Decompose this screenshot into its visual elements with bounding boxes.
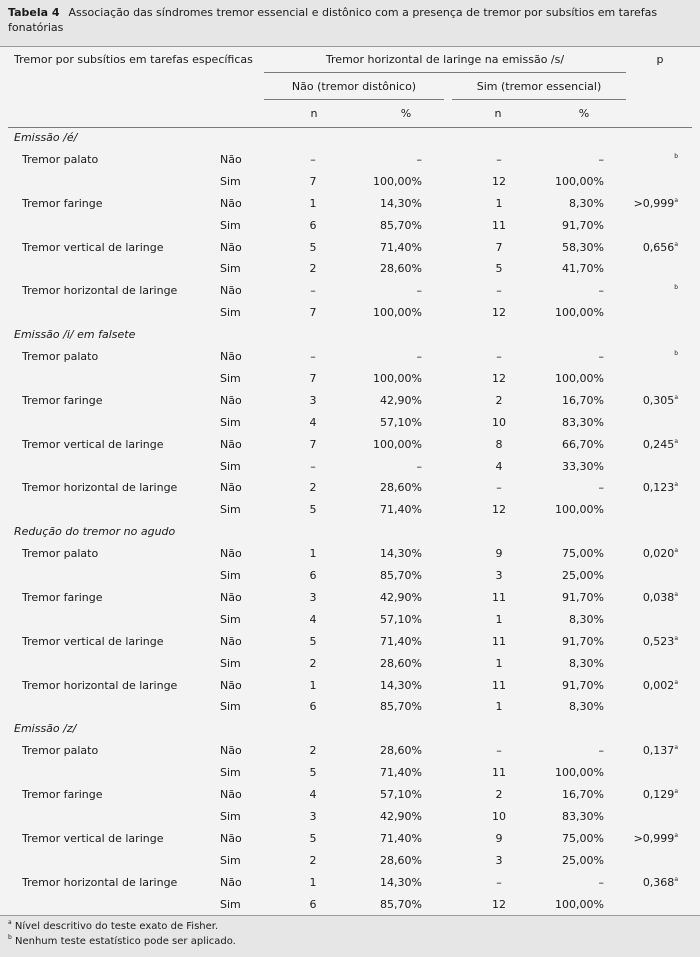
p-value-note-mark: a <box>674 438 678 445</box>
percent-cell: 57,10% <box>380 788 422 801</box>
response-label: Não <box>220 547 242 560</box>
header-group-column: Tremor horizontal de laringe na emissão /s/ <box>325 53 565 66</box>
p-value <box>610 591 678 605</box>
p-value-note-mark: a <box>674 832 678 839</box>
p-value-text: 0,305 <box>642 394 675 407</box>
p-value-note-mark: b <box>674 350 678 357</box>
percent-cell: – <box>598 876 604 889</box>
percent-cell: 42,90% <box>380 394 422 407</box>
count-cell: 12 <box>492 898 506 911</box>
response-label: Sim <box>220 766 241 779</box>
percent-cell: 28,60% <box>380 481 422 494</box>
response-label: Sim <box>220 219 241 232</box>
p-value-text: 0,038 <box>642 591 675 604</box>
item-name: Tremor vertical de laringe <box>22 241 164 254</box>
p-value-text: 0,129 <box>642 788 675 801</box>
count-cell: 5 <box>495 262 503 275</box>
p-value-note-mark: a <box>674 547 678 554</box>
percent-cell: 85,70% <box>380 569 422 582</box>
section-title: Redução do tremor no agudo <box>14 525 176 538</box>
count-cell: 5 <box>309 503 317 516</box>
section-title: Emissão /i/ em falsete <box>14 328 136 341</box>
item-name: Tremor horizontal de laringe <box>22 679 178 692</box>
response-label: Sim <box>220 898 241 911</box>
item-name: Tremor horizontal de laringe <box>22 876 178 889</box>
p-value-note-mark: b <box>674 153 678 160</box>
footnotes <box>0 916 700 957</box>
count-cell: 1 <box>309 197 317 210</box>
percent-cell: 66,70% <box>562 438 604 451</box>
count-cell: 7 <box>309 306 317 319</box>
percent-cell: – <box>598 481 604 494</box>
item-name: Tremor horizontal de laringe <box>22 284 178 297</box>
count-cell: 10 <box>492 416 506 429</box>
count-cell: 7 <box>309 438 317 451</box>
count-cell: 7 <box>309 372 317 385</box>
count-cell: – <box>496 350 502 363</box>
percent-cell: 100,00% <box>373 438 422 451</box>
count-cell: 11 <box>492 219 506 232</box>
item-name: Tremor vertical de laringe <box>22 832 164 845</box>
count-cell: 12 <box>492 372 506 385</box>
p-value <box>610 876 678 890</box>
p-value <box>610 481 678 495</box>
p-value-note-mark: a <box>674 394 678 401</box>
percent-cell: – <box>416 284 422 297</box>
count-cell: 6 <box>309 569 317 582</box>
response-label: Não <box>220 153 242 166</box>
percent-cell: 58,30% <box>562 241 604 254</box>
count-cell: 3 <box>309 591 317 604</box>
response-label: Não <box>220 591 242 604</box>
header-p-column: p <box>656 53 664 66</box>
response-label: Sim <box>220 854 241 867</box>
count-cell: – <box>496 153 502 166</box>
count-cell: 5 <box>309 635 317 648</box>
p-value <box>610 744 678 758</box>
response-label: Sim <box>220 657 241 670</box>
response-label: Não <box>220 350 242 363</box>
count-cell: 6 <box>309 898 317 911</box>
p-value <box>610 350 678 364</box>
p-value-note-mark: a <box>674 788 678 795</box>
count-cell: 2 <box>309 481 317 494</box>
count-cell: 4 <box>495 460 503 473</box>
response-label: Sim <box>220 306 241 319</box>
count-cell: – <box>496 284 502 297</box>
p-value <box>610 547 678 561</box>
percent-cell: 83,30% <box>562 810 604 823</box>
count-cell: 3 <box>495 569 503 582</box>
count-cell: 1 <box>495 197 503 210</box>
percent-cell: 71,40% <box>380 832 422 845</box>
item-name: Tremor palato <box>22 547 99 560</box>
response-label: Não <box>220 438 242 451</box>
count-cell: – <box>496 876 502 889</box>
count-cell: 7 <box>495 241 503 254</box>
percent-cell: 85,70% <box>380 219 422 232</box>
response-label: Sim <box>220 460 241 473</box>
count-cell: 9 <box>495 547 503 560</box>
percent-cell: – <box>598 153 604 166</box>
percent-cell: 100,00% <box>373 306 422 319</box>
percent-cell: 71,40% <box>380 766 422 779</box>
percent-cell: 100,00% <box>555 175 604 188</box>
header-sub-nao: Não (tremor distônico) <box>291 80 417 93</box>
p-value-text: 0,368 <box>642 876 675 889</box>
count-cell: 7 <box>309 175 317 188</box>
percent-cell: 33,30% <box>562 460 604 473</box>
percent-cell: 100,00% <box>555 766 604 779</box>
percent-cell: 57,10% <box>380 416 422 429</box>
p-value-note-mark: a <box>674 679 678 686</box>
p-value-note-mark: a <box>674 241 678 248</box>
response-label: Não <box>220 635 242 648</box>
count-cell: 12 <box>492 503 506 516</box>
item-name: Tremor faringe <box>22 394 103 407</box>
count-cell: 1 <box>495 613 503 626</box>
count-cell: 3 <box>495 854 503 867</box>
p-value-text: >0,999 <box>633 197 675 210</box>
percent-cell: 75,00% <box>562 547 604 560</box>
count-cell: 2 <box>495 788 503 801</box>
count-cell: 11 <box>492 766 506 779</box>
count-cell: 5 <box>309 832 317 845</box>
percent-cell: 91,70% <box>562 635 604 648</box>
response-label: Sim <box>220 810 241 823</box>
count-cell: 2 <box>309 744 317 757</box>
percent-cell: 14,30% <box>380 876 422 889</box>
percent-cell: 91,70% <box>562 679 604 692</box>
response-label: Sim <box>220 175 241 188</box>
percent-cell: – <box>598 284 604 297</box>
footnote-mark: b <box>8 934 12 941</box>
percent-cell: 28,60% <box>380 854 422 867</box>
item-name: Tremor vertical de laringe <box>22 635 164 648</box>
count-cell: 5 <box>309 241 317 254</box>
response-label: Sim <box>220 262 241 275</box>
response-label: Não <box>220 197 242 210</box>
footnote-a <box>8 919 692 934</box>
percent-cell: 16,70% <box>562 394 604 407</box>
percent-cell: 100,00% <box>555 372 604 385</box>
count-cell: 5 <box>309 766 317 779</box>
percent-cell: 8,30% <box>569 657 604 670</box>
response-label: Não <box>220 284 242 297</box>
count-cell: 3 <box>309 394 317 407</box>
percent-cell: 42,90% <box>380 810 422 823</box>
p-value-note-mark: a <box>674 481 678 488</box>
percent-cell: 100,00% <box>373 372 422 385</box>
response-label: Não <box>220 241 242 254</box>
percent-cell: 71,40% <box>380 503 422 516</box>
p-value-note-mark: a <box>674 744 678 751</box>
footnote-mark: a <box>8 919 12 926</box>
item-name: Tremor faringe <box>22 591 103 604</box>
percent-cell: 71,40% <box>380 241 422 254</box>
item-name: Tremor palato <box>22 350 99 363</box>
response-label: Não <box>220 679 242 692</box>
response-label: Sim <box>220 372 241 385</box>
percent-cell: 100,00% <box>555 898 604 911</box>
percent-cell: 14,30% <box>380 679 422 692</box>
percent-cell: 28,60% <box>380 262 422 275</box>
count-cell: 6 <box>309 700 317 713</box>
item-name: Tremor horizontal de laringe <box>22 481 178 494</box>
header-n: n <box>494 107 502 120</box>
header-pct: % <box>578 107 590 120</box>
response-label: Não <box>220 481 242 494</box>
p-value-text: 0,656 <box>642 241 675 254</box>
percent-cell: 28,60% <box>380 657 422 670</box>
percent-cell: – <box>598 744 604 757</box>
item-name: Tremor vertical de laringe <box>22 438 164 451</box>
count-cell: 4 <box>309 416 317 429</box>
count-cell: 2 <box>309 854 317 867</box>
p-value <box>610 438 678 452</box>
p-value <box>610 153 678 167</box>
p-value-text: 0,137 <box>642 744 675 757</box>
data-table <box>0 46 700 916</box>
percent-cell: – <box>416 153 422 166</box>
percent-cell: 57,10% <box>380 613 422 626</box>
count-cell: 3 <box>309 810 317 823</box>
p-value-text: 0,123 <box>642 481 675 494</box>
p-value-text: 0,002 <box>642 679 675 692</box>
count-cell: 8 <box>495 438 503 451</box>
count-cell: 1 <box>309 876 317 889</box>
section-title: Emissão /z/ <box>14 722 77 735</box>
p-value-text: 0,523 <box>642 635 675 648</box>
count-cell: 6 <box>309 219 317 232</box>
count-cell: – <box>310 284 316 297</box>
count-cell: – <box>496 481 502 494</box>
count-cell: 1 <box>309 547 317 560</box>
count-cell: – <box>310 350 316 363</box>
response-label: Não <box>220 876 242 889</box>
header-n: n <box>310 107 318 120</box>
caption-text: Associação das síndromes tremor essencial e distônico com a presença de tremor por subsítios em tarefas fonatórias <box>8 6 658 34</box>
response-label: Sim <box>220 613 241 626</box>
p-value-note-mark: a <box>674 635 678 642</box>
p-value <box>610 394 678 408</box>
count-cell: 12 <box>492 306 506 319</box>
response-label: Sim <box>220 700 241 713</box>
percent-cell: 75,00% <box>562 832 604 845</box>
response-label: Sim <box>220 569 241 582</box>
p-value <box>610 284 678 298</box>
percent-cell: 42,90% <box>380 591 422 604</box>
percent-cell: 25,00% <box>562 569 604 582</box>
item-name: Tremor palato <box>22 153 99 166</box>
p-value-text: 0,020 <box>642 547 675 560</box>
header-pct: % <box>400 107 412 120</box>
percent-cell: 85,70% <box>380 898 422 911</box>
p-value-note-mark: a <box>674 197 678 204</box>
count-cell: – <box>310 153 316 166</box>
item-name: Tremor faringe <box>22 197 103 210</box>
percent-cell: 28,60% <box>380 744 422 757</box>
percent-cell: 100,00% <box>373 175 422 188</box>
table-caption <box>0 0 700 46</box>
count-cell: 2 <box>309 262 317 275</box>
p-value-note-mark: a <box>674 591 678 598</box>
item-name: Tremor palato <box>22 744 99 757</box>
response-label: Não <box>220 394 242 407</box>
percent-cell: 100,00% <box>555 503 604 516</box>
footnote-text: Nenhum teste estatístico pode ser aplicado. <box>15 936 236 947</box>
item-name: Tremor faringe <box>22 788 103 801</box>
percent-cell: 8,30% <box>569 700 604 713</box>
count-cell: 11 <box>492 635 506 648</box>
percent-cell: 71,40% <box>380 635 422 648</box>
percent-cell: – <box>416 350 422 363</box>
count-cell: 12 <box>492 175 506 188</box>
count-cell: 11 <box>492 591 506 604</box>
header-divider <box>452 99 626 100</box>
header-divider <box>264 72 626 73</box>
count-cell: – <box>496 744 502 757</box>
header-divider <box>264 99 444 100</box>
count-cell: 2 <box>309 657 317 670</box>
p-value-text: >0,999 <box>633 832 675 845</box>
percent-cell: 91,70% <box>562 219 604 232</box>
response-label: Sim <box>220 503 241 516</box>
footnote-b <box>8 934 692 949</box>
header-sub-sim: Sim (tremor essencial) <box>476 80 602 93</box>
section-title: Emissão /é/ <box>14 131 78 144</box>
percent-cell: 16,70% <box>562 788 604 801</box>
count-cell: 1 <box>309 679 317 692</box>
caption-label: Tabela 4 <box>8 6 60 19</box>
count-cell: 1 <box>495 657 503 670</box>
percent-cell: 25,00% <box>562 854 604 867</box>
percent-cell: – <box>416 460 422 473</box>
p-value <box>610 679 678 693</box>
footnote-text: Nível descritivo do teste exato de Fisher. <box>14 921 219 932</box>
p-value <box>610 788 678 802</box>
response-label: Não <box>220 832 242 845</box>
p-value <box>610 197 678 211</box>
response-label: Sim <box>220 416 241 429</box>
count-cell: 2 <box>495 394 503 407</box>
p-value <box>610 635 678 649</box>
percent-cell: – <box>598 350 604 363</box>
percent-cell: 41,70% <box>562 262 604 275</box>
percent-cell: 14,30% <box>380 547 422 560</box>
percent-cell: 14,30% <box>380 197 422 210</box>
response-label: Não <box>220 744 242 757</box>
count-cell: – <box>310 460 316 473</box>
percent-cell: 91,70% <box>562 591 604 604</box>
header-bottom-rule <box>8 127 692 128</box>
response-label: Não <box>220 788 242 801</box>
p-value-text: 0,245 <box>642 438 675 451</box>
percent-cell: 8,30% <box>569 613 604 626</box>
p-value <box>610 241 678 255</box>
percent-cell: 8,30% <box>569 197 604 210</box>
header-task-column: Tremor por subsítios em tarefas específicas <box>14 53 253 66</box>
p-value-note-mark: b <box>674 284 678 291</box>
percent-cell: 85,70% <box>380 700 422 713</box>
percent-cell: 83,30% <box>562 416 604 429</box>
p-value-note-mark: a <box>674 876 678 883</box>
count-cell: 11 <box>492 679 506 692</box>
count-cell: 10 <box>492 810 506 823</box>
percent-cell: 100,00% <box>555 306 604 319</box>
p-value <box>610 832 678 846</box>
count-cell: 4 <box>309 788 317 801</box>
count-cell: 1 <box>495 700 503 713</box>
count-cell: 4 <box>309 613 317 626</box>
count-cell: 9 <box>495 832 503 845</box>
